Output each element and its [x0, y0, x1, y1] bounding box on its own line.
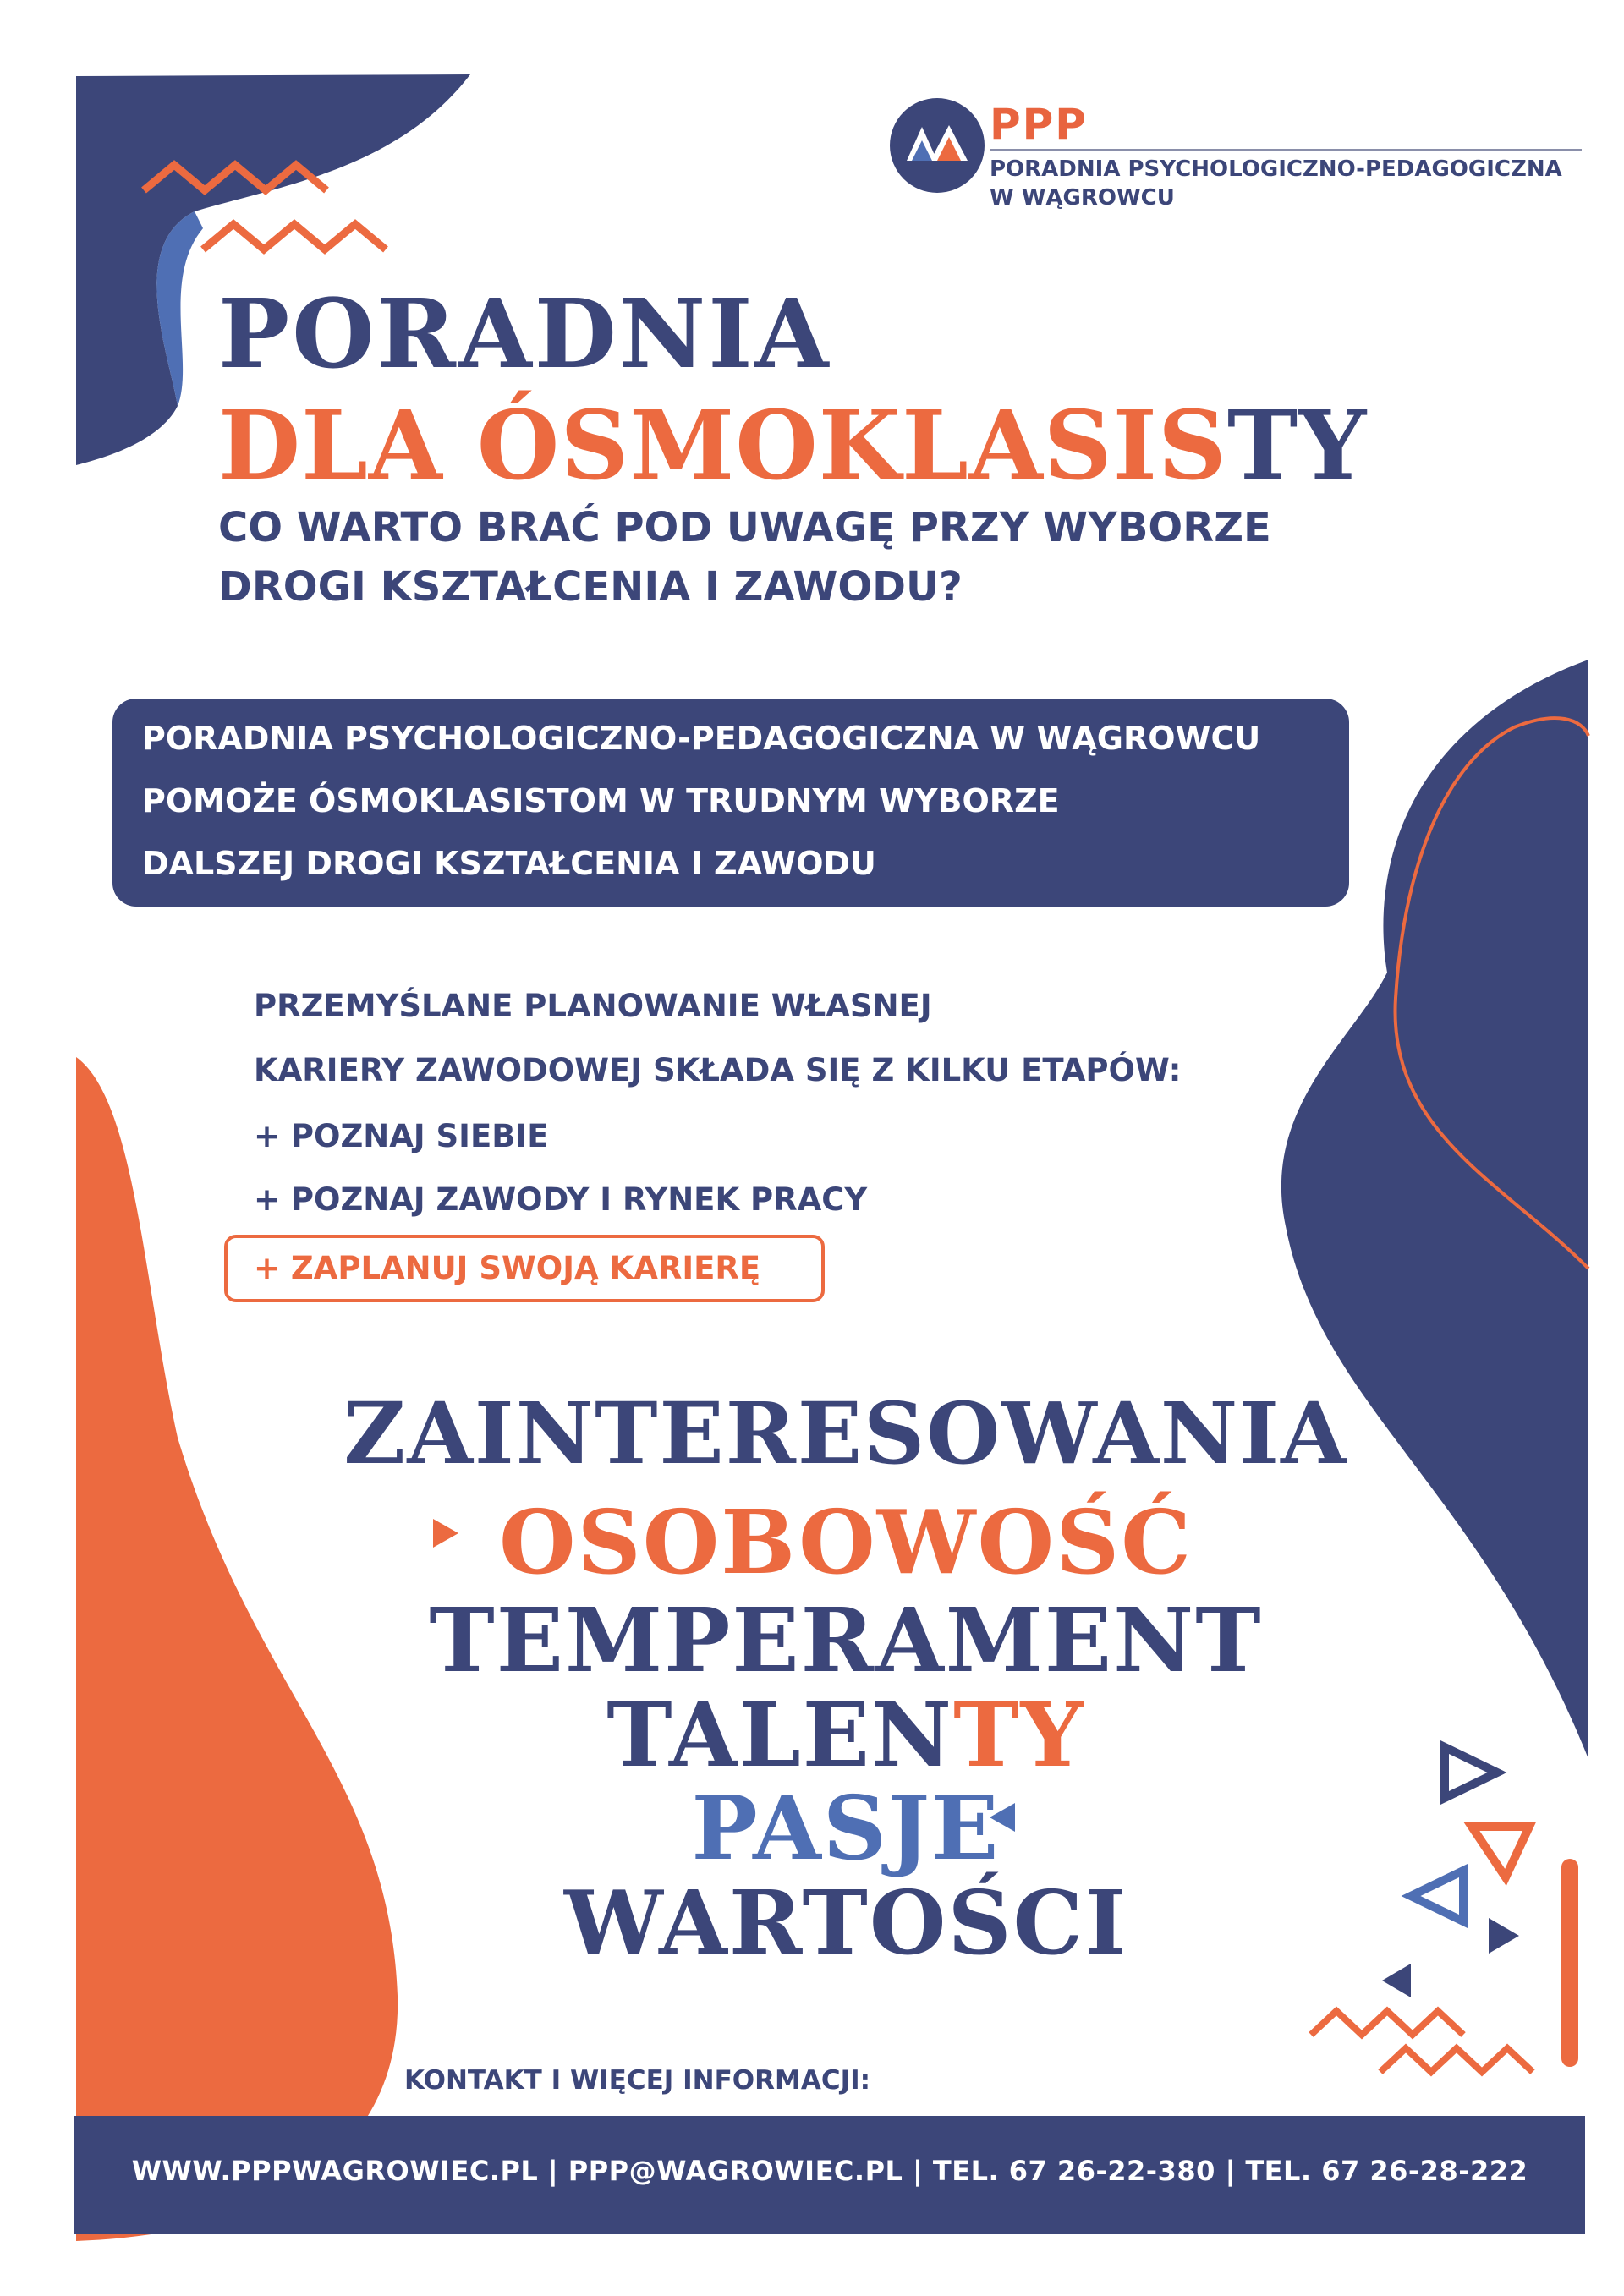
keyword-personality: OSOBOWOŚĆ: [499, 1490, 1193, 1594]
subtitle-line-1: CO WARTO BRAĆ POD UWAGĘ PRZY WYBORZE: [218, 504, 1271, 551]
contact-label: KONTAKT I WIĘCEJ INFORMACJI:: [404, 2065, 871, 2096]
step-item-know-yourself: + POZNAJ SIEBIE: [254, 1118, 549, 1154]
logo-abbreviation: PPP: [990, 100, 1088, 149]
subtitle: [218, 499, 1271, 616]
orange-vertical-bar: [1561, 1859, 1578, 2067]
title-line-2-navy: TY: [1226, 391, 1368, 501]
triangle-solid-navy-icon: [1489, 1918, 1519, 1954]
subtitle-line-2: DROGI KSZTAŁCENIA I ZAWODU?: [218, 562, 963, 611]
keyword-interests: ZAINTERESOWANIA: [343, 1384, 1348, 1483]
triangle-outline-orange-icon: [1472, 1827, 1529, 1877]
step-item-plan-career: + ZAPLANUJ SWOJĄ KARIERĘ: [254, 1250, 761, 1286]
keyword-talents: [254, 1683, 1438, 1787]
zigzag-bottom-right-2: [1380, 2048, 1533, 2072]
logo-name-line-1: PORADNIA PSYCHOLOGICZNO-PEDAGOGICZNA: [990, 156, 1562, 182]
info-line-3: DALSZEJ DROGI KSZTAŁCENIA I ZAWODU: [142, 845, 876, 883]
logo-mark-icon: [890, 98, 985, 193]
keyword-values: WARTOŚCI: [564, 1871, 1127, 1975]
steps-intro-line-1: PRZEMYŚLANE PLANOWANIE WŁASNEJ: [254, 988, 932, 1024]
triangle-outline-navy-icon: [1445, 1747, 1497, 1798]
keyword-talents-orange: TY: [953, 1683, 1085, 1787]
title-line-2-orange: DLA ÓSMOKLASIS: [218, 391, 1227, 501]
footer-contact-line: WWW.PPPWAGROWIEC.PL | PPP@WAGROWIEC.PL | TEL. 67 26-22-380 | TEL. 67 26-28-222: [131, 2155, 1528, 2187]
keyword-temperament: TEMPERAMENT: [429, 1588, 1263, 1692]
title-line-1: PORADNIA: [218, 279, 831, 390]
zigzag-top-left-2: [203, 224, 386, 249]
steps-intro-line-2: KARIERY ZAWODOWEJ SKŁADA SIĘ Z KILKU ETAPÓW:: [254, 1052, 1182, 1088]
keyword-passions: PASJE: [691, 1776, 1001, 1880]
logo-name-line-2: W WĄGROWCU: [990, 184, 1175, 211]
keyword-talents-navy: TALEN: [606, 1683, 954, 1787]
info-box-text: [142, 707, 1260, 895]
logo-institution-name: [990, 156, 1562, 213]
zigzag-bottom-right-1: [1311, 2011, 1463, 2035]
title-line-2: [218, 391, 1367, 501]
info-line-1: PORADNIA PSYCHOLOGICZNO-PEDAGOGICZNA W WĄGROWCU: [142, 720, 1261, 757]
logo-divider: [990, 149, 1582, 151]
info-line-2: POMOŻE ÓSMOKLASISTOM W TRUDNYM WYBORZE: [142, 782, 1060, 820]
step-item-know-professions: + POZNAJ ZAWODY I RYNEK PRACY: [254, 1181, 868, 1218]
